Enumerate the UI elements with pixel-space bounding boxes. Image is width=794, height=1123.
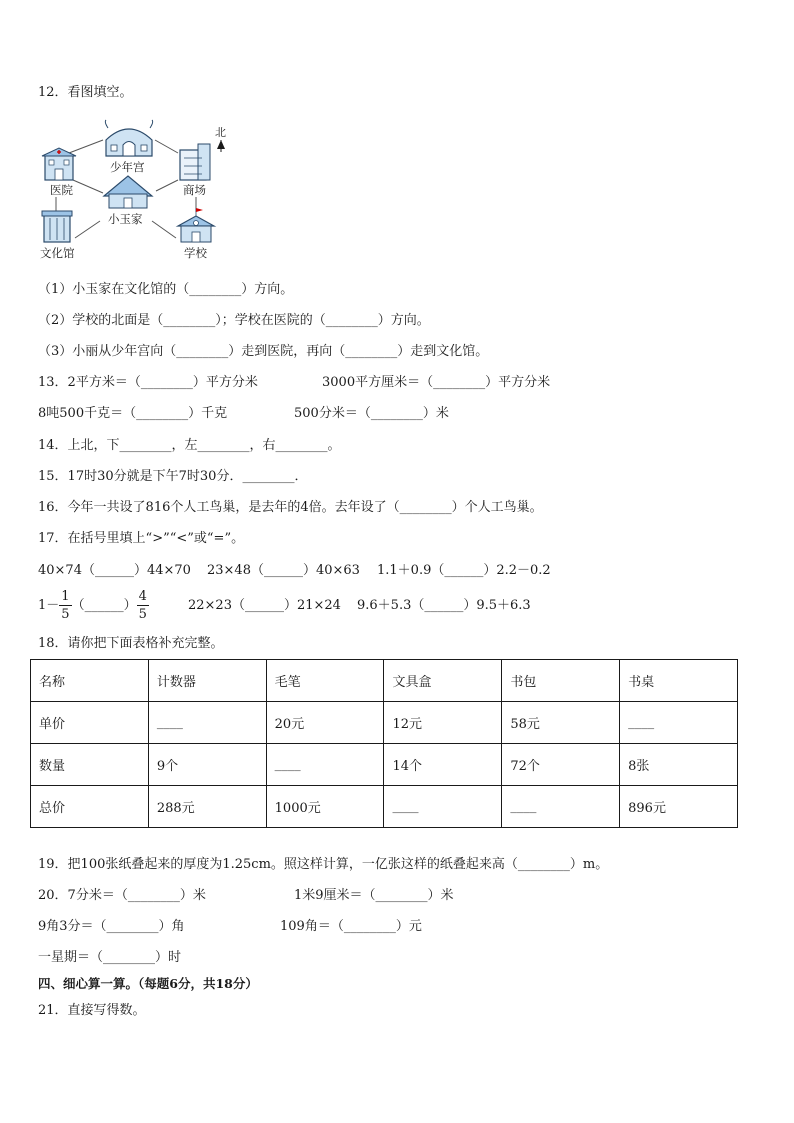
table-cell: 12元 [384,702,502,744]
mall-icon [180,144,210,180]
question-20-a: 20．7分米＝（________）米 [38,888,206,903]
table-cell: 288元 [148,786,266,828]
school-label: 学校 [184,246,207,260]
question-12-part-1: （1）小玉家在文化馆的（________）方向。 [38,282,294,297]
question-13-c: 8吨500千克＝（________）千克 [38,406,228,421]
question-13-a: 13．2平方米＝（________）平方分米 [38,375,258,390]
compare-expression-4 [38,588,149,624]
hospital-label: 医院 [50,183,73,197]
table-cell: 14个 [384,744,502,786]
table-cell: ____ [266,744,384,786]
row-header-cell: 单价 [31,702,149,744]
table-row [31,786,738,828]
culture-hall-icon [42,211,72,242]
table-row [31,660,738,702]
table-cell: 9个 [148,744,266,786]
row-header-cell: 名称 [31,660,149,702]
table-row [31,702,738,744]
table-cell: ____ [502,786,620,828]
table-cell: 20元 [266,702,384,744]
question-16: 16．今年一共设了816个人工鸟巢，是去年的4倍。去年设了（________）个人工鸟巢。 [38,500,543,515]
compare-expression-2: 23×48（______）40×63 [207,563,360,578]
question-12-title: 12．看图填空。 [38,85,133,100]
direction-map [38,118,238,263]
compare-expression-6: 9.6＋5.3（______）9.5＋6.3 [357,598,531,613]
price-table [30,659,738,828]
section-4-heading: 四、细心算一算。（每题6分，共18分） [38,976,258,991]
table-cell: 计数器 [148,660,266,702]
fraction-one-fifth: $\frac{1}{5}$ [61,589,70,622]
question-12-part-2: （2）学校的北面是（________）；学校在医院的（________）方向。 [38,313,430,328]
table-cell: 896元 [620,786,738,828]
table-cell: 文具盒 [384,660,502,702]
fraction-prefix: 1－ [38,598,60,613]
table-cell: 72个 [502,744,620,786]
table-cell: 书包 [502,660,620,702]
question-13-b: 3000平方厘米＝（________）平方分米 [322,375,551,390]
question-15: 15．17时30分就是下午7时30分．________． [38,469,308,484]
question-14: 14．上北，下________，左________，右________。 [38,438,341,453]
youth-palace-icon [105,120,152,156]
question-12-part-3: （3）小丽从少年宫向（________）走到医院，再向（________）走到文化馆。 [38,344,489,359]
north-arrow-icon [217,140,225,152]
question-20-e: 一星期＝（________）时 [38,950,182,965]
question-21: 21．直接写得数。 [38,1003,146,1018]
question-17-title: 17．在括号里填上“>”“<”或“=”。 [38,531,245,546]
table-cell: ____ [384,786,502,828]
fraction-four-fifths: $\frac{4}{5}$ [138,589,147,622]
question-18-title: 18．请你把下面表格补充完整。 [38,636,224,651]
compare-expression-1: 40×74（______）44×70 [38,563,191,578]
question-20-b: 1米9厘米＝（________）米 [294,888,454,903]
home-label: 小玉家 [108,212,143,226]
question-20-c: 9角3分＝（________）角 [38,919,185,934]
north-label: 北 [215,126,226,139]
table-row [31,744,738,786]
row-header-cell: 总价 [31,786,149,828]
table-cell: ____ [148,702,266,744]
mall-label: 商场 [183,183,206,197]
table-cell: 58元 [502,702,620,744]
culture-hall-label: 文化馆 [40,246,75,260]
question-13-d: 500分米＝（________）米 [294,406,449,421]
question-20-d: 109角＝（________）元 [280,919,422,934]
youth-palace-label: 少年宫 [110,160,145,174]
row-header-cell: 数量 [31,744,149,786]
table-cell: 8张 [620,744,738,786]
question-19: 19．把100张纸叠起来的厚度为1.25cm。照这样计算，一亿张这样的纸叠起来高（________）m。 [38,857,609,872]
table-cell: 1000元 [266,786,384,828]
table-cell: ____ [620,702,738,744]
table-cell: 毛笔 [266,660,384,702]
school-icon [178,208,214,242]
compare-blank: （______） [71,598,137,613]
compare-expression-3: 1.1＋0.9（______）2.2－0.2 [377,563,551,578]
compare-expression-5: 22×23（______）21×24 [188,598,341,613]
home-icon [104,176,152,208]
table-cell: 书桌 [620,660,738,702]
